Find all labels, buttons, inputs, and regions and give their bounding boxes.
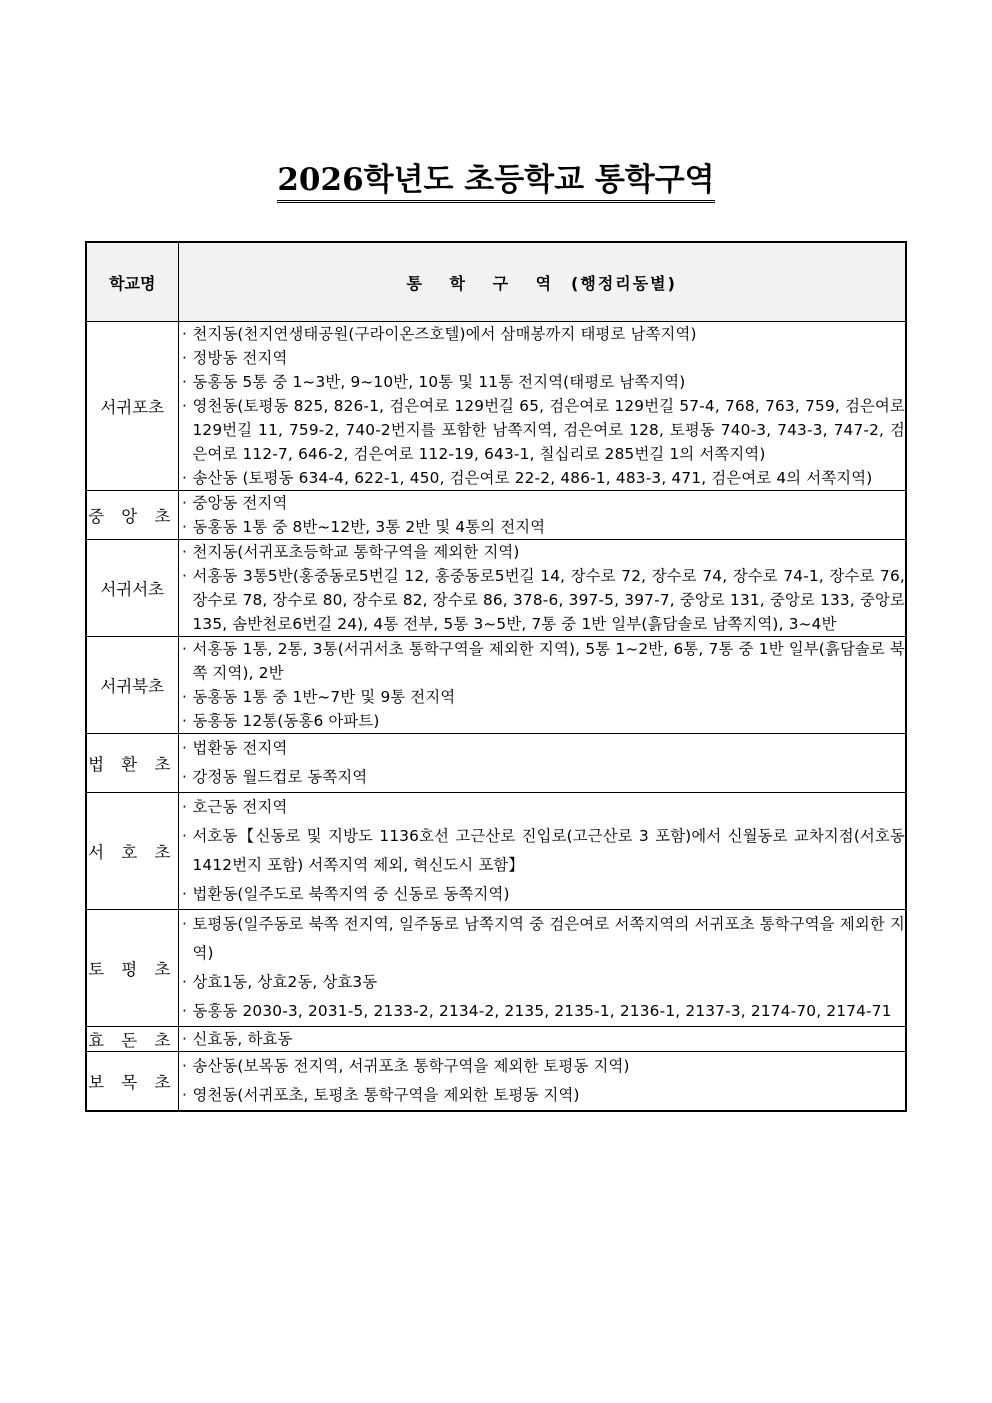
bullet-icon: ·	[181, 1057, 188, 1075]
zone-line	[179, 370, 906, 394]
table-row	[86, 540, 906, 637]
school-name-cell: 보 목 초	[86, 1052, 178, 1112]
school-name-cell: 토 평 초	[86, 910, 178, 1027]
bullet-icon: ·	[181, 1086, 188, 1104]
zone-line	[179, 880, 906, 909]
bullet-icon: ·	[181, 768, 188, 786]
zone-line-text: 동홍동 1통 중 1반~7반 및 9통 전지역	[192, 688, 456, 706]
bullet-icon: ·	[181, 688, 188, 706]
zone-line	[179, 997, 906, 1026]
zone-line	[179, 763, 906, 792]
zone-line-text: 법환동(일주도로 북쪽지역 중 신동로 동쪽지역)	[192, 885, 510, 903]
table-row	[86, 322, 906, 491]
zone-line-text: 송산동 (토평동 634-4, 622-1, 450, 검은여로 22-2, 486-1, 483-3, 471, 검은여로 4의 서쪽지역)	[192, 469, 873, 487]
bullet-icon: ·	[181, 494, 188, 512]
zone-line	[179, 685, 906, 709]
zone-line-text: 영천동(서귀포초, 토평초 통학구역을 제외한 토평동 지역)	[192, 1086, 580, 1104]
zone-line	[179, 734, 906, 763]
header-school-name: 학교명	[86, 242, 178, 322]
zone-line-text: 신효동, 하효동	[192, 1030, 293, 1048]
zone-line-text: 송산동(보목동 전지역, 서귀포초 통학구역을 제외한 토평동 지역)	[192, 1057, 630, 1075]
bullet-icon: ·	[181, 397, 188, 415]
bullet-icon: ·	[181, 373, 188, 391]
zone-description-cell	[178, 540, 906, 637]
bullet-icon: ·	[181, 640, 188, 658]
zone-line	[179, 637, 906, 685]
zone-line-text: 천지동(천지연생태공원(구라이온즈호텔)에서 삼매봉까지 태평로 남쪽지역)	[192, 325, 697, 343]
bullet-icon: ·	[181, 1002, 188, 1020]
bullet-icon: ·	[181, 469, 188, 487]
table-row	[86, 1027, 906, 1052]
bullet-icon: ·	[181, 915, 188, 933]
page-title	[0, 158, 992, 202]
zone-line	[179, 1081, 906, 1110]
zone-line-text: 정방동 전지역	[192, 349, 288, 367]
bullet-icon: ·	[181, 739, 188, 757]
zone-line-text: 천지동(서귀포초등학교 통학구역을 제외한 지역)	[192, 543, 520, 561]
school-zone-table	[85, 241, 907, 1112]
zone-line-text: 동홍동 1통 중 8반~12반, 3통 2반 및 4통의 전지역	[192, 518, 546, 536]
table-row	[86, 491, 906, 540]
zone-line-text: 동홍동 12통(동홍6 아파트)	[192, 712, 380, 730]
zone-line-text: 강정동 월드컵로 동쪽지역	[192, 768, 368, 786]
table-body	[86, 322, 906, 1112]
bullet-icon: ·	[181, 349, 188, 367]
bullet-icon: ·	[181, 712, 188, 730]
school-name-cell: 서귀포초	[86, 322, 178, 491]
zone-description-cell	[178, 491, 906, 540]
zone-line-text: 호근동 전지역	[192, 798, 288, 816]
zone-description-cell	[178, 322, 906, 491]
zone-line-text: 동홍동 2030-3, 2031-5, 2133-2, 2134-2, 2135, 2135-1, 2136-1, 2137-3, 2174-70, 2174-71	[192, 1002, 892, 1020]
zone-line	[179, 1052, 906, 1081]
zone-line-text: 서호동【신동로 및 지방도 1136호선 고근산로 진입로(고근산로 3 포함)에서 신월동로 교차지점(서호동1412번지 포함) 서쪽지역 제외, 혁신도시 포함】	[192, 827, 905, 874]
zone-line-text: 중앙동 전지역	[192, 494, 288, 512]
bullet-icon: ·	[181, 518, 188, 536]
zone-line	[179, 394, 906, 466]
table-row	[86, 734, 906, 793]
zone-line-text: 토평동(일주동로 북쪽 전지역, 일주동로 남쪽지역 중 검은여로 서쪽지역의 서귀포초 통학구역을 제외한 지역)	[192, 915, 905, 962]
table-row	[86, 793, 906, 910]
zone-line	[179, 793, 906, 822]
zone-line-text: 동홍동 5통 중 1~3반, 9~10반, 10통 및 11통 전지역(태평로 남쪽지역)	[192, 373, 686, 391]
bullet-icon: ·	[181, 325, 188, 343]
table-row	[86, 910, 906, 1027]
zone-line-text: 서홍동 1통, 2통, 3통(서귀서초 통학구역을 제외한 지역), 5통 1~2반, 6통, 7통 중 1반 일부(흙담솔로 북쪽 지역), 2반	[192, 640, 905, 682]
zone-line-text: 법환동 전지역	[192, 739, 288, 757]
school-name-cell: 서귀서초	[86, 540, 178, 637]
zone-description-cell	[178, 793, 906, 910]
school-name-cell: 중 앙 초	[86, 491, 178, 540]
zone-line	[179, 466, 906, 490]
bullet-icon: ·	[181, 827, 188, 845]
zone-line	[179, 822, 906, 880]
bullet-icon: ·	[181, 1030, 188, 1048]
zone-description-cell	[178, 910, 906, 1027]
bullet-icon: ·	[181, 885, 188, 903]
zone-line	[179, 1027, 906, 1051]
zone-description-cell	[178, 637, 906, 734]
zone-description-cell	[178, 734, 906, 793]
zone-description-cell	[178, 1052, 906, 1112]
table-row	[86, 637, 906, 734]
zone-line-text: 서홍동 3통5반(홍중동로5번길 12, 홍중동로5번길 14, 장수로 72, 장수로 74, 장수로 74-1, 장수로 76, 장수로 78, 장수로 80, 장수로 82, 장수로 86, 378-6, 397-5, 397-7, 중앙로 131, 중앙로 133, 중앙로 135, 솜반천로6번길 24), 4통 전부, 5통 3~5반, 7통 중 1반 일부(흙담솔로 남쪽지역), 3~4반	[192, 567, 905, 633]
zone-line	[179, 322, 906, 346]
bullet-icon: ·	[181, 543, 188, 561]
header-zone: 통 학 구 역 (행정리동별)	[178, 242, 906, 322]
zone-line	[179, 346, 906, 370]
bullet-icon: ·	[181, 973, 188, 991]
zone-line	[179, 709, 906, 733]
school-name-cell: 서 호 초	[86, 793, 178, 910]
zone-line-text: 상효1동, 상효2동, 상효3동	[192, 973, 378, 991]
zone-line	[179, 491, 906, 515]
school-name-cell: 법 환 초	[86, 734, 178, 793]
zone-line	[179, 968, 906, 997]
bullet-icon: ·	[181, 798, 188, 816]
zone-line	[179, 910, 906, 968]
school-name-cell: 서귀북초	[86, 637, 178, 734]
bullet-icon: ·	[181, 567, 188, 585]
page-title-text: 2026학년도 초등학교 통학구역	[277, 162, 714, 203]
zone-line	[179, 564, 906, 636]
table-header-row	[86, 242, 906, 322]
zone-line	[179, 540, 906, 564]
table-row	[86, 1052, 906, 1112]
school-name-cell: 효 돈 초	[86, 1027, 178, 1052]
zone-description-cell	[178, 1027, 906, 1052]
zone-line	[179, 515, 906, 539]
zone-line-text: 영천동(토평동 825, 826-1, 검은여로 129번길 65, 검은여로 129번길 57-4, 768, 763, 759, 검은여로 129번길 11, 759-2, 740-2번지를 포함한 남쪽지역, 검은여로 128, 토평동 740-3, 743-3, 747-2, 검은여로 112-7, 646-2, 검은여로 112-19, 643-1, 칠십리로 285번길 1의 서쪽지역)	[192, 397, 905, 463]
